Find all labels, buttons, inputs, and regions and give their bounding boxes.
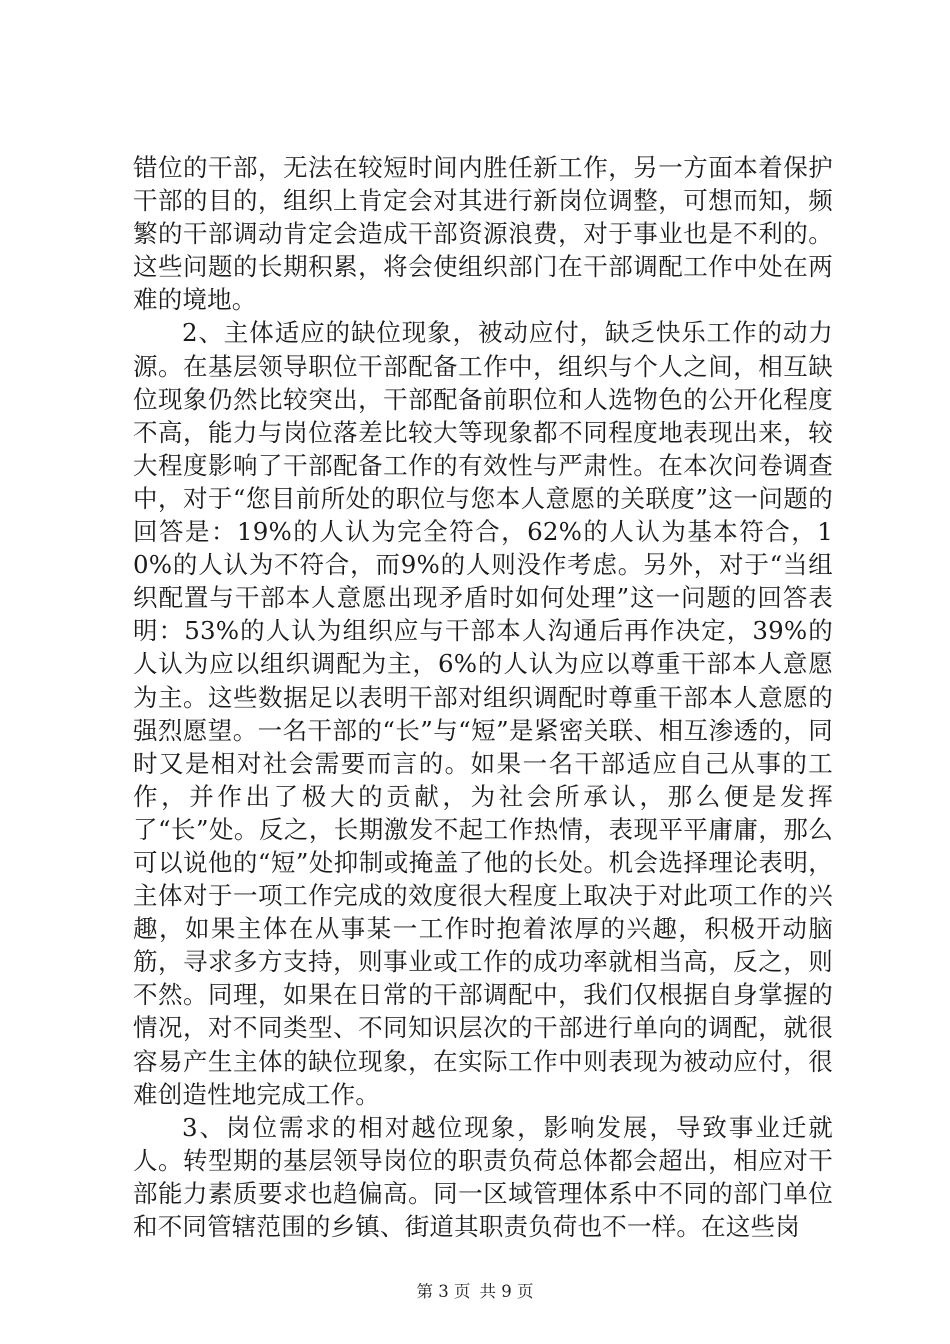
paragraph-section-2: 2、主体适应的缺位现象，被动应付，缺乏快乐工作的动力源。在基层领导职位干部配备工作中，组织与个人之间，相互缺位现象仍然比较突出，干部配备前职位和人选物色的公开化程度不高，能力与岗位落差比较大等现象都不同程度地表现出来，较大程度影响了干部配备工作的有效性与严肃性。在本次问卷调查中，对于“您目前所处的职位与您本人意愿的关联度”这一问题的回答是：19%的人认为完全符合，62%的人认为基本符合，10%的人认为不符合，而9%的人则没作考虑。另外，对于“当组织配置与干部本人意愿出现矛盾时如何处理”这一问题的回答表明：53%的人认为组织应与干部本人沟通后再作决定，39%的人认为应以组织调配为主，6%的人认为应以尊重干部本人意愿为主。这些数据足以表明干部对组织调配时尊重干部本人意愿的强烈愿望。一名干部的“长”与“短”是紧密关联、相互渗透的，同时又是相对社会需要而言的。如果一名干部适应自己从事的工作，并作出了极大的贡献，为社会所承认，那么便是发挥了“长”处。反之，长期激发不起工作热情，表现平平庸庸，那么可以说他的“短”处抑制或掩盖了他的长处。机会选择理论表明，主体对于一项工作完成的效度很大程度上取决于对此项工作的兴趣，如果主体在从事某一工作时抱着浓厚的兴趣，积极开动脑筋，寻求多方支持，则事业或工作的成功率就相当高，反之，则不然。同理，如果在日常的干部调配中，我们仅根据自身掌握的情况，对不同类型、不同知识层次的干部进行单向的调配，就很容易产生主体的缺位现象，在实际工作中则表现为被动应付，很难创造性地完成工作。: [133, 318, 833, 1109]
document-body: [133, 151, 833, 1243]
page-total: 共 9 页: [479, 1282, 534, 1301]
page-number: 第 3 页: [416, 1282, 471, 1301]
page-footer: [0, 1281, 950, 1303]
paragraph-section-3: 3、岗位需求的相对越位现象，影响发展，导致事业迁就人。转型期的基层领导岗位的职责负荷总体都会超出，相应对干部能力素质要求也趋偏高。同一区域管理体系中不同的部门单位和不同管辖范围的乡镇、街道其职责负荷也不一样。在这些岗: [133, 1112, 833, 1241]
paragraph-continuation: 错位的干部，无法在较短时间内胜任新工作，另一方面本着保护干部的目的，组织上肯定会对其进行新岗位调整，可想而知，频繁的干部调动肯定会造成干部资源浪费，对于事业也是不利的。这些问题的长期积累，将会使组织部门在干部调配工作中处在两难的境地。: [133, 153, 833, 315]
